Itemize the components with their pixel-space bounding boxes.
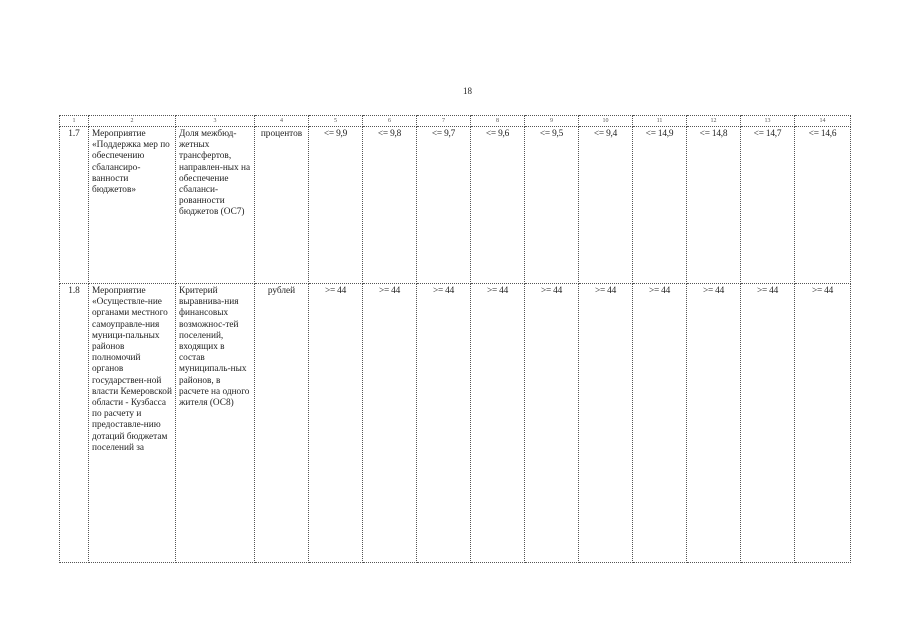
column-number: 5 bbox=[309, 116, 363, 127]
measure-name: Мероприятие «Осуществле-ние органами местного самоуправле-ния муници-пальных районов полномочий органов государствен-ной власти Кемеровской области - Кузбасса по расчету и предоставле-нию дотаций бюджетам поселений за bbox=[89, 284, 176, 563]
target-value: <= 14,7 bbox=[741, 127, 795, 284]
target-value: >= 44 bbox=[795, 284, 851, 563]
table-row bbox=[60, 127, 851, 284]
indicator-name: Доля межбюд-жетных трансфертов, направлен-ных на обеспечение сбаланси-рованности бюджетов (ОС7) bbox=[176, 127, 255, 284]
column-number: 2 bbox=[89, 116, 176, 127]
target-value: <= 9,8 bbox=[363, 127, 417, 284]
target-value: >= 44 bbox=[687, 284, 741, 563]
target-value: <= 14,6 bbox=[795, 127, 851, 284]
target-value: >= 44 bbox=[417, 284, 471, 563]
column-number: 3 bbox=[176, 116, 255, 127]
target-value: >= 44 bbox=[741, 284, 795, 563]
table-row bbox=[60, 284, 851, 563]
target-value: >= 44 bbox=[525, 284, 579, 563]
column-number: 11 bbox=[633, 116, 687, 127]
column-number: 13 bbox=[741, 116, 795, 127]
column-number: 8 bbox=[471, 116, 525, 127]
target-value: <= 14,8 bbox=[687, 127, 741, 284]
unit: рублей bbox=[255, 284, 309, 563]
target-value: >= 44 bbox=[579, 284, 633, 563]
target-value: <= 9,7 bbox=[417, 127, 471, 284]
target-value: >= 44 bbox=[471, 284, 525, 563]
column-number: 14 bbox=[795, 116, 851, 127]
target-value: >= 44 bbox=[309, 284, 363, 563]
column-number-row bbox=[60, 116, 851, 127]
column-number: 7 bbox=[417, 116, 471, 127]
column-number: 6 bbox=[363, 116, 417, 127]
target-value: <= 9,5 bbox=[525, 127, 579, 284]
indicators-table bbox=[59, 115, 851, 563]
page-number: 18 bbox=[463, 86, 472, 96]
target-value: >= 44 bbox=[633, 284, 687, 563]
column-number: 12 bbox=[687, 116, 741, 127]
column-number: 4 bbox=[255, 116, 309, 127]
measure-name: Мероприятие «Поддержка мер по обеспечению сбалансиро-ванности бюджетов» bbox=[89, 127, 176, 284]
target-value: >= 44 bbox=[363, 284, 417, 563]
target-value: <= 9,9 bbox=[309, 127, 363, 284]
unit: процентов bbox=[255, 127, 309, 284]
row-number: 1.8 bbox=[60, 284, 89, 563]
column-number: 9 bbox=[525, 116, 579, 127]
column-number: 10 bbox=[579, 116, 633, 127]
row-number: 1.7 bbox=[60, 127, 89, 284]
target-value: <= 14,9 bbox=[633, 127, 687, 284]
target-value: <= 9,6 bbox=[471, 127, 525, 284]
target-value: <= 9,4 bbox=[579, 127, 633, 284]
column-number: 1 bbox=[60, 116, 89, 127]
indicator-name: Критерий выравнива-ния финансовых возможнос-тей поселений, входящих в состав муниципаль-ных районов, в расчете на одного жителя (ОС8) bbox=[176, 284, 255, 563]
